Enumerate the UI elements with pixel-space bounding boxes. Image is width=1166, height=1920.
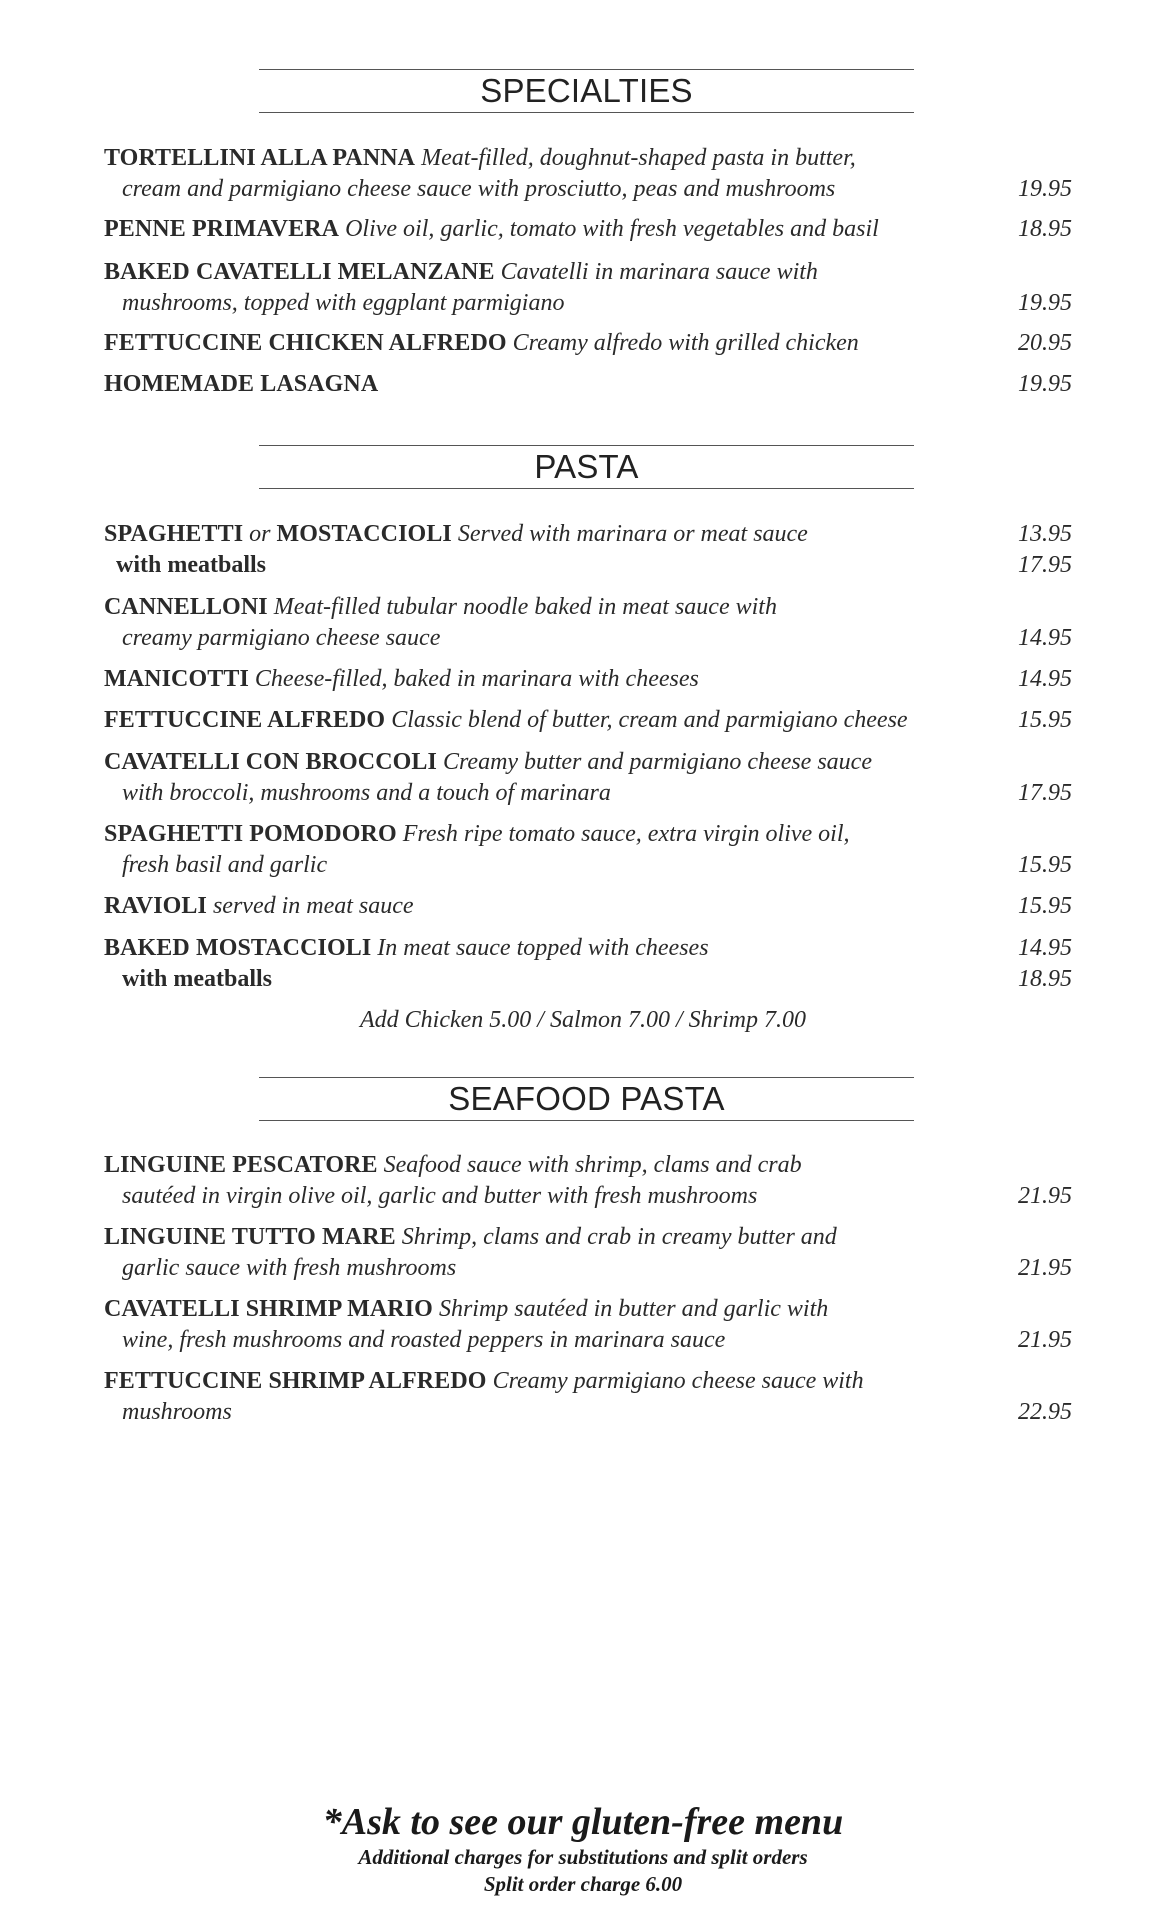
item-description: Creamy butter and parmigiano cheese sauce: [442, 749, 872, 775]
item-description: mushrooms, topped with eggplant parmigiano: [122, 290, 565, 316]
item-description: with broccoli, mushrooms and a touch of marinara: [122, 780, 611, 806]
item-description: creamy parmigiano cheese sauce: [122, 625, 441, 651]
menu-item: [104, 328, 1072, 359]
item-description: Creamy alfredo with grilled chicken: [512, 330, 859, 356]
item-description: Shrimp sautéed in butter and garlic with: [438, 1296, 829, 1322]
menu-item: [104, 257, 1072, 319]
item-name: CAVATELLI CON BROCCOLI: [104, 749, 437, 775]
item-option-price: 17.95: [1018, 552, 1072, 578]
item-name: BAKED MOSTACCIOLI: [104, 935, 372, 961]
item-description: cream and parmigiano cheese sauce with prosciutto, peas and mushrooms: [122, 176, 836, 202]
item-description: In meat sauce topped with cheeses: [377, 935, 709, 961]
item-description: Seafood sauce with shrimp, clams and crab: [383, 1152, 802, 1178]
item-price: 21.95: [1018, 1183, 1072, 1209]
item-option-price: 18.95: [1018, 966, 1072, 992]
item-name: FETTUCCINE ALFREDO: [104, 707, 386, 733]
menu-item: [104, 819, 1072, 881]
menu-item: [104, 1150, 1072, 1212]
item-name: CANNELLONI: [104, 594, 268, 620]
item-price: 19.95: [1018, 290, 1072, 316]
section-title-specialties: SPECIALTIES: [259, 69, 914, 113]
item-price: 22.95: [1018, 1399, 1072, 1425]
item-description: Meat-filled tubular noodle baked in meat sauce with: [273, 594, 777, 620]
item-description: Creamy parmigiano cheese sauce with: [492, 1368, 864, 1394]
item-price: 18.95: [1018, 216, 1072, 242]
menu-item: [104, 891, 1072, 922]
item-name: RAVIOLI: [104, 893, 207, 919]
item-description: wine, fresh mushrooms and roasted peppers in marinara sauce: [122, 1327, 726, 1353]
item-price: 13.95: [1018, 521, 1072, 547]
item-description: Olive oil, garlic, tomato with fresh vegetables and basil: [345, 216, 879, 242]
menu-item: [104, 933, 1072, 995]
item-name: PENNE PRIMAVERA: [104, 216, 340, 242]
section-title-pasta: PASTA: [259, 445, 914, 489]
menu-item: [104, 519, 1072, 581]
item-description: Cheese-filled, baked in marinara with cheeses: [254, 666, 699, 692]
item-name: TORTELLINI ALLA PANNA: [104, 145, 416, 171]
item-description: Meat-filled, doughnut-shaped pasta in butter,: [421, 145, 856, 171]
section-title-seafood-pasta: SEAFOOD PASTA: [259, 1077, 914, 1121]
item-price: 20.95: [1018, 330, 1072, 356]
item-name: LINGUINE PESCATORE: [104, 1152, 378, 1178]
item-price: 15.95: [1018, 893, 1072, 919]
item-name: SPAGHETTI POMODORO: [104, 821, 397, 847]
item-description: sautéed in virgin olive oil, garlic and butter with fresh mushrooms: [122, 1183, 758, 1209]
item-price: 21.95: [1018, 1327, 1072, 1353]
item-description: Classic blend of butter, cream and parmigiano cheese: [391, 707, 908, 733]
menu-item: [104, 369, 1072, 400]
item-description: mushrooms: [122, 1399, 232, 1425]
menu-footer: [0, 1800, 1166, 1898]
gluten-free-note: *Ask to see our gluten-free menu: [322, 1801, 844, 1843]
item-name: BAKED CAVATELLI MELANZANE: [104, 259, 495, 285]
item-option: with meatballs: [116, 552, 266, 578]
item-price: 14.95: [1018, 666, 1072, 692]
item-price: 17.95: [1018, 780, 1072, 806]
menu-item: [104, 1294, 1072, 1356]
item-name: MANICOTTI: [104, 666, 249, 692]
item-description: Fresh ripe tomato sauce, extra virgin olive oil,: [402, 821, 850, 847]
item-name: SPAGHETTI: [104, 521, 244, 547]
item-price: 14.95: [1018, 935, 1072, 961]
item-price: 19.95: [1018, 371, 1072, 397]
menu-item: [104, 143, 1072, 205]
menu-item: [104, 1366, 1072, 1428]
item-price: 15.95: [1018, 852, 1072, 878]
menu-item: [104, 705, 1072, 736]
item-option: with meatballs: [122, 966, 272, 992]
menu-item: [104, 664, 1072, 695]
item-description: garlic sauce with fresh mushrooms: [122, 1255, 457, 1281]
item-name-alt: MOSTACCIOLI: [276, 521, 452, 547]
item-name: CAVATELLI SHRIMP MARIO: [104, 1296, 433, 1322]
item-price: 14.95: [1018, 625, 1072, 651]
menu-item: [104, 214, 1072, 245]
item-name: LINGUINE TUTTO MARE: [104, 1224, 396, 1250]
item-description: served in meat sauce: [212, 893, 414, 919]
item-name: FETTUCCINE CHICKEN ALFREDO: [104, 330, 507, 356]
item-or: or: [249, 521, 271, 547]
item-price: 19.95: [1018, 176, 1072, 202]
item-price: 21.95: [1018, 1255, 1072, 1281]
item-description: Shrimp, clams and crab in creamy butter and: [401, 1224, 837, 1250]
menu-item: [104, 592, 1072, 654]
item-price: 15.95: [1018, 707, 1072, 733]
item-name: FETTUCCINE SHRIMP ALFREDO: [104, 1368, 487, 1394]
item-description: Served with marinara or meat sauce: [457, 521, 808, 547]
substitution-note: Additional charges for substitutions and split orders: [358, 1845, 808, 1869]
menu-item: [104, 747, 1072, 809]
item-description: fresh basil and garlic: [122, 852, 328, 878]
split-order-note: Split order charge 6.00: [483, 1872, 683, 1896]
menu-item: [104, 1222, 1072, 1284]
pasta-addons-note: Add Chicken 5.00 / Salmon 7.00 / Shrimp 7.00: [360, 1007, 806, 1033]
item-description: Cavatelli in marinara sauce with: [500, 259, 818, 285]
item-name: HOMEMADE LASAGNA: [104, 371, 379, 397]
